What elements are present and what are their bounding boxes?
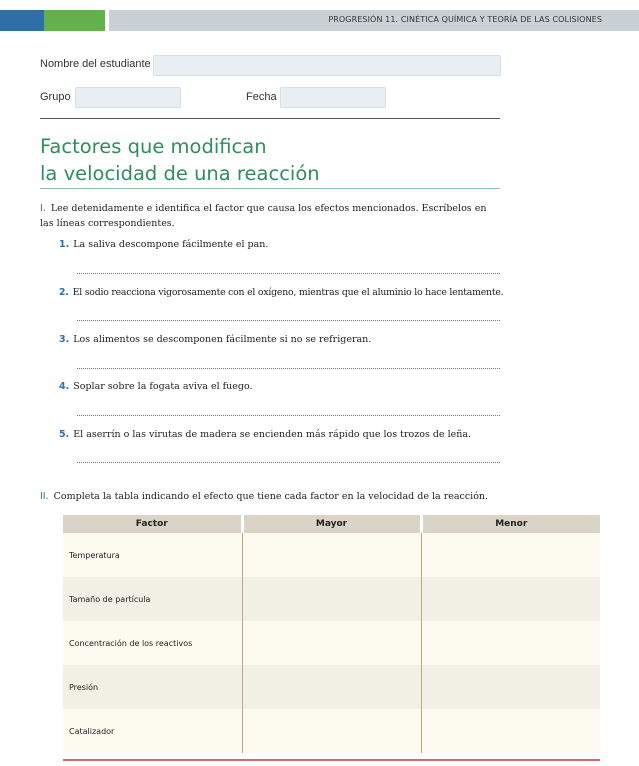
question-number: 2.: [59, 287, 69, 298]
answer-line-4[interactable]: [77, 415, 500, 416]
table-row: [63, 577, 600, 621]
group-label: Grupo: [40, 91, 71, 103]
header-blue-block: [0, 10, 44, 31]
factor-cell: Concentración de los reactivos: [63, 621, 242, 665]
menor-cell[interactable]: [421, 665, 600, 709]
student-name-label: Nombre del estudiante: [40, 58, 151, 70]
mayor-cell[interactable]: [242, 621, 421, 665]
page-title-line1: Factores que modifican: [40, 135, 267, 158]
factor-cell: Temperatura: [63, 533, 242, 577]
question-number: 1.: [59, 239, 70, 250]
section1-number: I.: [40, 203, 46, 214]
question-number: 5.: [59, 429, 70, 440]
answer-line-1[interactable]: [77, 273, 500, 274]
question-5: [59, 429, 471, 440]
menor-cell[interactable]: [421, 621, 600, 665]
table-row: [63, 621, 600, 665]
question-number: 4.: [59, 381, 70, 392]
header-green-block: [44, 10, 105, 31]
question-1: [59, 239, 268, 250]
menor-cell[interactable]: [421, 577, 600, 621]
menor-cell[interactable]: [421, 709, 600, 753]
header-mayor: Mayor: [242, 515, 421, 533]
section2-text: Completa la tabla indicando el efecto que tiene cada factor en la velocidad de la reacción.: [53, 491, 489, 502]
question-4: [59, 381, 253, 392]
mayor-cell[interactable]: [242, 533, 421, 577]
question-text: El aserrín o las virutas de madera se encienden más rápido que los trozos de leña.: [73, 429, 472, 440]
table-row: [63, 665, 600, 709]
date-label: Fecha: [246, 91, 277, 103]
question-text: La saliva descompone fácilmente el pan.: [73, 239, 269, 250]
factor-cell: Catalizador: [63, 709, 242, 753]
section2-number: II.: [40, 491, 49, 502]
mayor-cell[interactable]: [242, 709, 421, 753]
date-field[interactable]: [280, 87, 386, 108]
title-divider: [40, 188, 500, 189]
header-title: PROGRESIÓN 11. CINÉTICA QUÍMICA Y TEORÍA DE LAS COLISIONES: [328, 15, 602, 24]
answer-line-5[interactable]: [77, 462, 500, 463]
table-row: [63, 709, 600, 753]
table-bottom-rule: [63, 759, 600, 761]
answer-line-3[interactable]: [77, 368, 500, 369]
question-text: Soplar sobre la fogata aviva el fuego.: [73, 381, 253, 392]
mayor-cell[interactable]: [242, 665, 421, 709]
group-field[interactable]: [75, 87, 181, 108]
student-name-field[interactable]: [153, 55, 501, 76]
question-text: Los alimentos se descomponen fácilmente si no se refrigeran.: [73, 334, 372, 345]
menor-cell[interactable]: [421, 533, 600, 577]
factor-cell: Tamaño de partícula: [63, 577, 242, 621]
mayor-cell[interactable]: [242, 577, 421, 621]
question-2: [59, 287, 503, 298]
answer-line-2[interactable]: [77, 320, 500, 321]
question-number: 3.: [59, 334, 70, 345]
factors-table: [63, 515, 600, 753]
form-divider: [40, 118, 500, 119]
table-row: [63, 533, 600, 577]
header-factor: Factor: [63, 515, 242, 533]
factor-cell: Presión: [63, 665, 242, 709]
page-title-line2: la velocidad de una reacción: [40, 162, 320, 185]
section2-instruction: [40, 489, 488, 504]
section1-instruction: [40, 201, 502, 231]
table-header-row: [63, 515, 600, 533]
header-bar: [0, 10, 639, 31]
header-gray-band: [109, 10, 639, 31]
header-menor: Menor: [421, 515, 600, 533]
question-3: [59, 334, 371, 345]
question-text: El sodio reacciona vigorosamente con el oxígeno, mientras que el aluminio lo hace lentamente.: [72, 287, 504, 298]
page-title: [40, 133, 320, 187]
section1-text: Lee detenidamente e identifica el factor que causa los efectos mencionados. Escríbelos en las líneas correspondientes.: [40, 203, 487, 229]
